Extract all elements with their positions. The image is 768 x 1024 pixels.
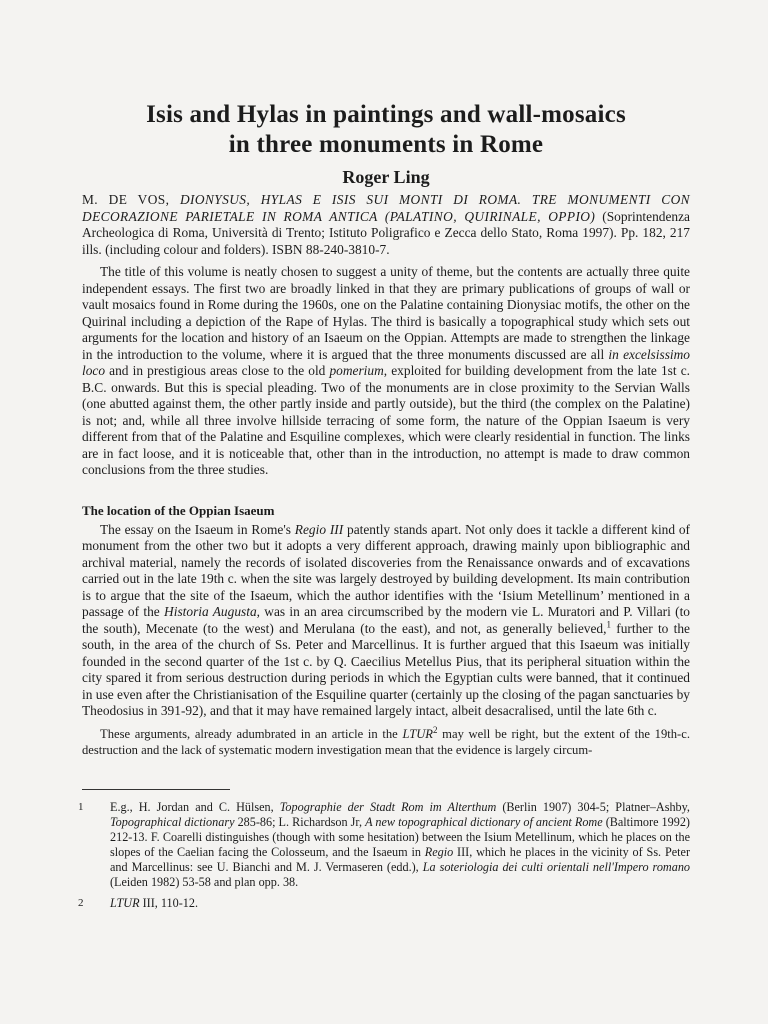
text-run: further to the south, in the area of the church of Ss. Peter and Marcellinus. It is further argued that this Isaeum was initially founded in the second quarter of the 1st c. by Q. Caecilius Metellus Pius, that its peripheral situation within the city spared it from serious destruction during periods in which the Egyptian cults were banned, that it continued in use even after the Christianisation of the Esquiline quarter (certainly up the closing of the pagan sanctuaries by Theodosius in 391-92), and that it may have remained largely intact, albeit desacralised, until the late 6th c.: [82, 620, 690, 719]
closing-paragraph: [82, 726, 690, 759]
text-run: 285-86; L. Richardson Jr,: [234, 814, 366, 829]
section-heading: The location of the Oppian Isaeum: [82, 502, 275, 518]
article-page: [78, 100, 691, 917]
italic-run: La soteriologia dei culti orientali nell'Impero romano: [422, 859, 691, 874]
footnote-number: 2: [78, 896, 84, 909]
footnote-divider: [82, 789, 230, 790]
text-run: III, 110-12.: [139, 895, 199, 910]
text-run: patently stands apart. Not only does it tackle a different kind of monument from the other two but it adopts a very different approach, drawing mainly upon bibliographic and archival material, namely the records of isolated discoveries from the Renaissance onwards and of excavations carried out in the late 19th c. when the site was largely destroyed by building development. Its main contribution is to argue that the site of the Isaeum, which the author identifies with the ‘Isium Metellinum’ mentioned in a passage of the: [82, 521, 690, 620]
italic-run: Historia Augusta: [164, 604, 257, 620]
italic-run: Regio: [424, 844, 454, 859]
text-run: The title of this volume is neatly chosen to suggest a unity of theme, but the contents are actually three quite independent essays. The first two are broadly linked in that they are primary publications of groups of wall or vault mosaics found in Rome during the 1960s, one on the Palatine containing Dionysiac motifs, the other on the Quirinal including a depiction of the Rape of Hylas. The third is basically a topographical study which sets out arguments for the location and history of an Isaeum on the Oppian. Attempts are made to strengthen the linkage in the introduction to the volume, where it is argued that the three monuments discussed are all: [82, 264, 690, 362]
italic-run: A new topographical dictionary of ancient Rome: [365, 814, 603, 829]
text-run: and in prestigious areas close to the old: [105, 363, 330, 379]
title-line-2: in three monuments in Rome: [228, 131, 544, 158]
italic-run: LTUR: [402, 726, 433, 741]
footnote-ref-2: 2: [433, 724, 438, 735]
footnote-1: [78, 799, 691, 890]
text-run: , was in an area circumscribed by the modern vie L. Muratori and P. Villari (to the south), Mecenate (to the west) and Merulana (to the east), and not, as generally believed,: [82, 604, 690, 636]
section-paragraph: [82, 522, 690, 720]
italic-run: Topographical dictionary: [110, 814, 235, 829]
italic-run: in excelsissimo loco: [82, 346, 690, 379]
citation-book-title: DIONYSUS, HYLAS E ISIS SUI MONTI DI ROMA. TRE MONUMENTI CON DECORAZIONE PARIETALE IN ROMA ANTICA (PALATINO, QUIRINALE, OPPIO): [82, 192, 690, 224]
intro-paragraph: [82, 264, 690, 479]
text-run: (Baltimore 1992) 212-13. F. Coarelli distinguishes (though with some hesitation) between the Isium Metellinum, which he places on the slopes of the Caelian facing the Colosseum, and the Isaeum in: [110, 814, 690, 859]
text-run: The essay on the Isaeum in Rome's: [100, 521, 295, 537]
text-run: III, which he places in the vicinity of Ss. Peter and Marcellinus: see U. Bianchi and M. J. Vermaseren (edd.),: [110, 844, 690, 874]
italic-run: LTUR: [110, 895, 140, 910]
italic-run: pomerium: [329, 363, 384, 379]
text-run: , exploited for building development from the late 1st c. B.C. onwards. But this is special pleading. Two of the monuments are in close proximity to the Servian Walls (one abutted against them, the other partly inside and partly outside), but the third (the complex on the Palatine) is not; and, while all three involve hillside terracing of some form, the nature of the Oppian Isaeum is very different from that of the Palatine and Esquiline complexes, which were clearly residential in function. The links are in fact loose, and it is noticeable that, other than in the introduction, no attempt is made to draw common conclusions from the three studies.: [82, 363, 690, 478]
title-line-1: Isis and Hylas in paintings and wall-mosaics: [146, 101, 626, 128]
text-run: may well be right, but the extent of the 19th-c. destruction and the lack of systematic modern investigation mean that the evidence is largely circum-: [82, 726, 690, 758]
author-name: Roger Ling: [342, 167, 430, 187]
text-run: E.g., H. Jordan and C. Hülsen,: [110, 799, 280, 814]
text-run: (Berlin 1907) 304-5; Platner–Ashby,: [496, 799, 690, 814]
footnote-ref-1: 1: [606, 619, 611, 630]
text-run: (Leiden 1982) 53-58 and plan opp. 38.: [110, 874, 299, 889]
footnote-2: [78, 895, 690, 911]
citation-author: M. DE VOS,: [82, 192, 180, 207]
article-title: [82, 100, 690, 160]
text-run: These arguments, already adumbrated in an article in the: [100, 726, 403, 741]
footnote-number: 1: [78, 800, 84, 813]
citation-publisher: (Soprintendenza Archeologica di Roma, Università di Trento; Istituto Poligrafico e Zecca dello Stato, Roma 1997). Pp. 182, 217 ills. (including colour and folders). ISBN 88-240-3810-7.: [82, 208, 690, 257]
book-citation: [82, 192, 690, 258]
italic-run: Regio III: [294, 521, 344, 537]
italic-run: Topographie der Stadt Rom im Alterthum: [279, 799, 497, 814]
